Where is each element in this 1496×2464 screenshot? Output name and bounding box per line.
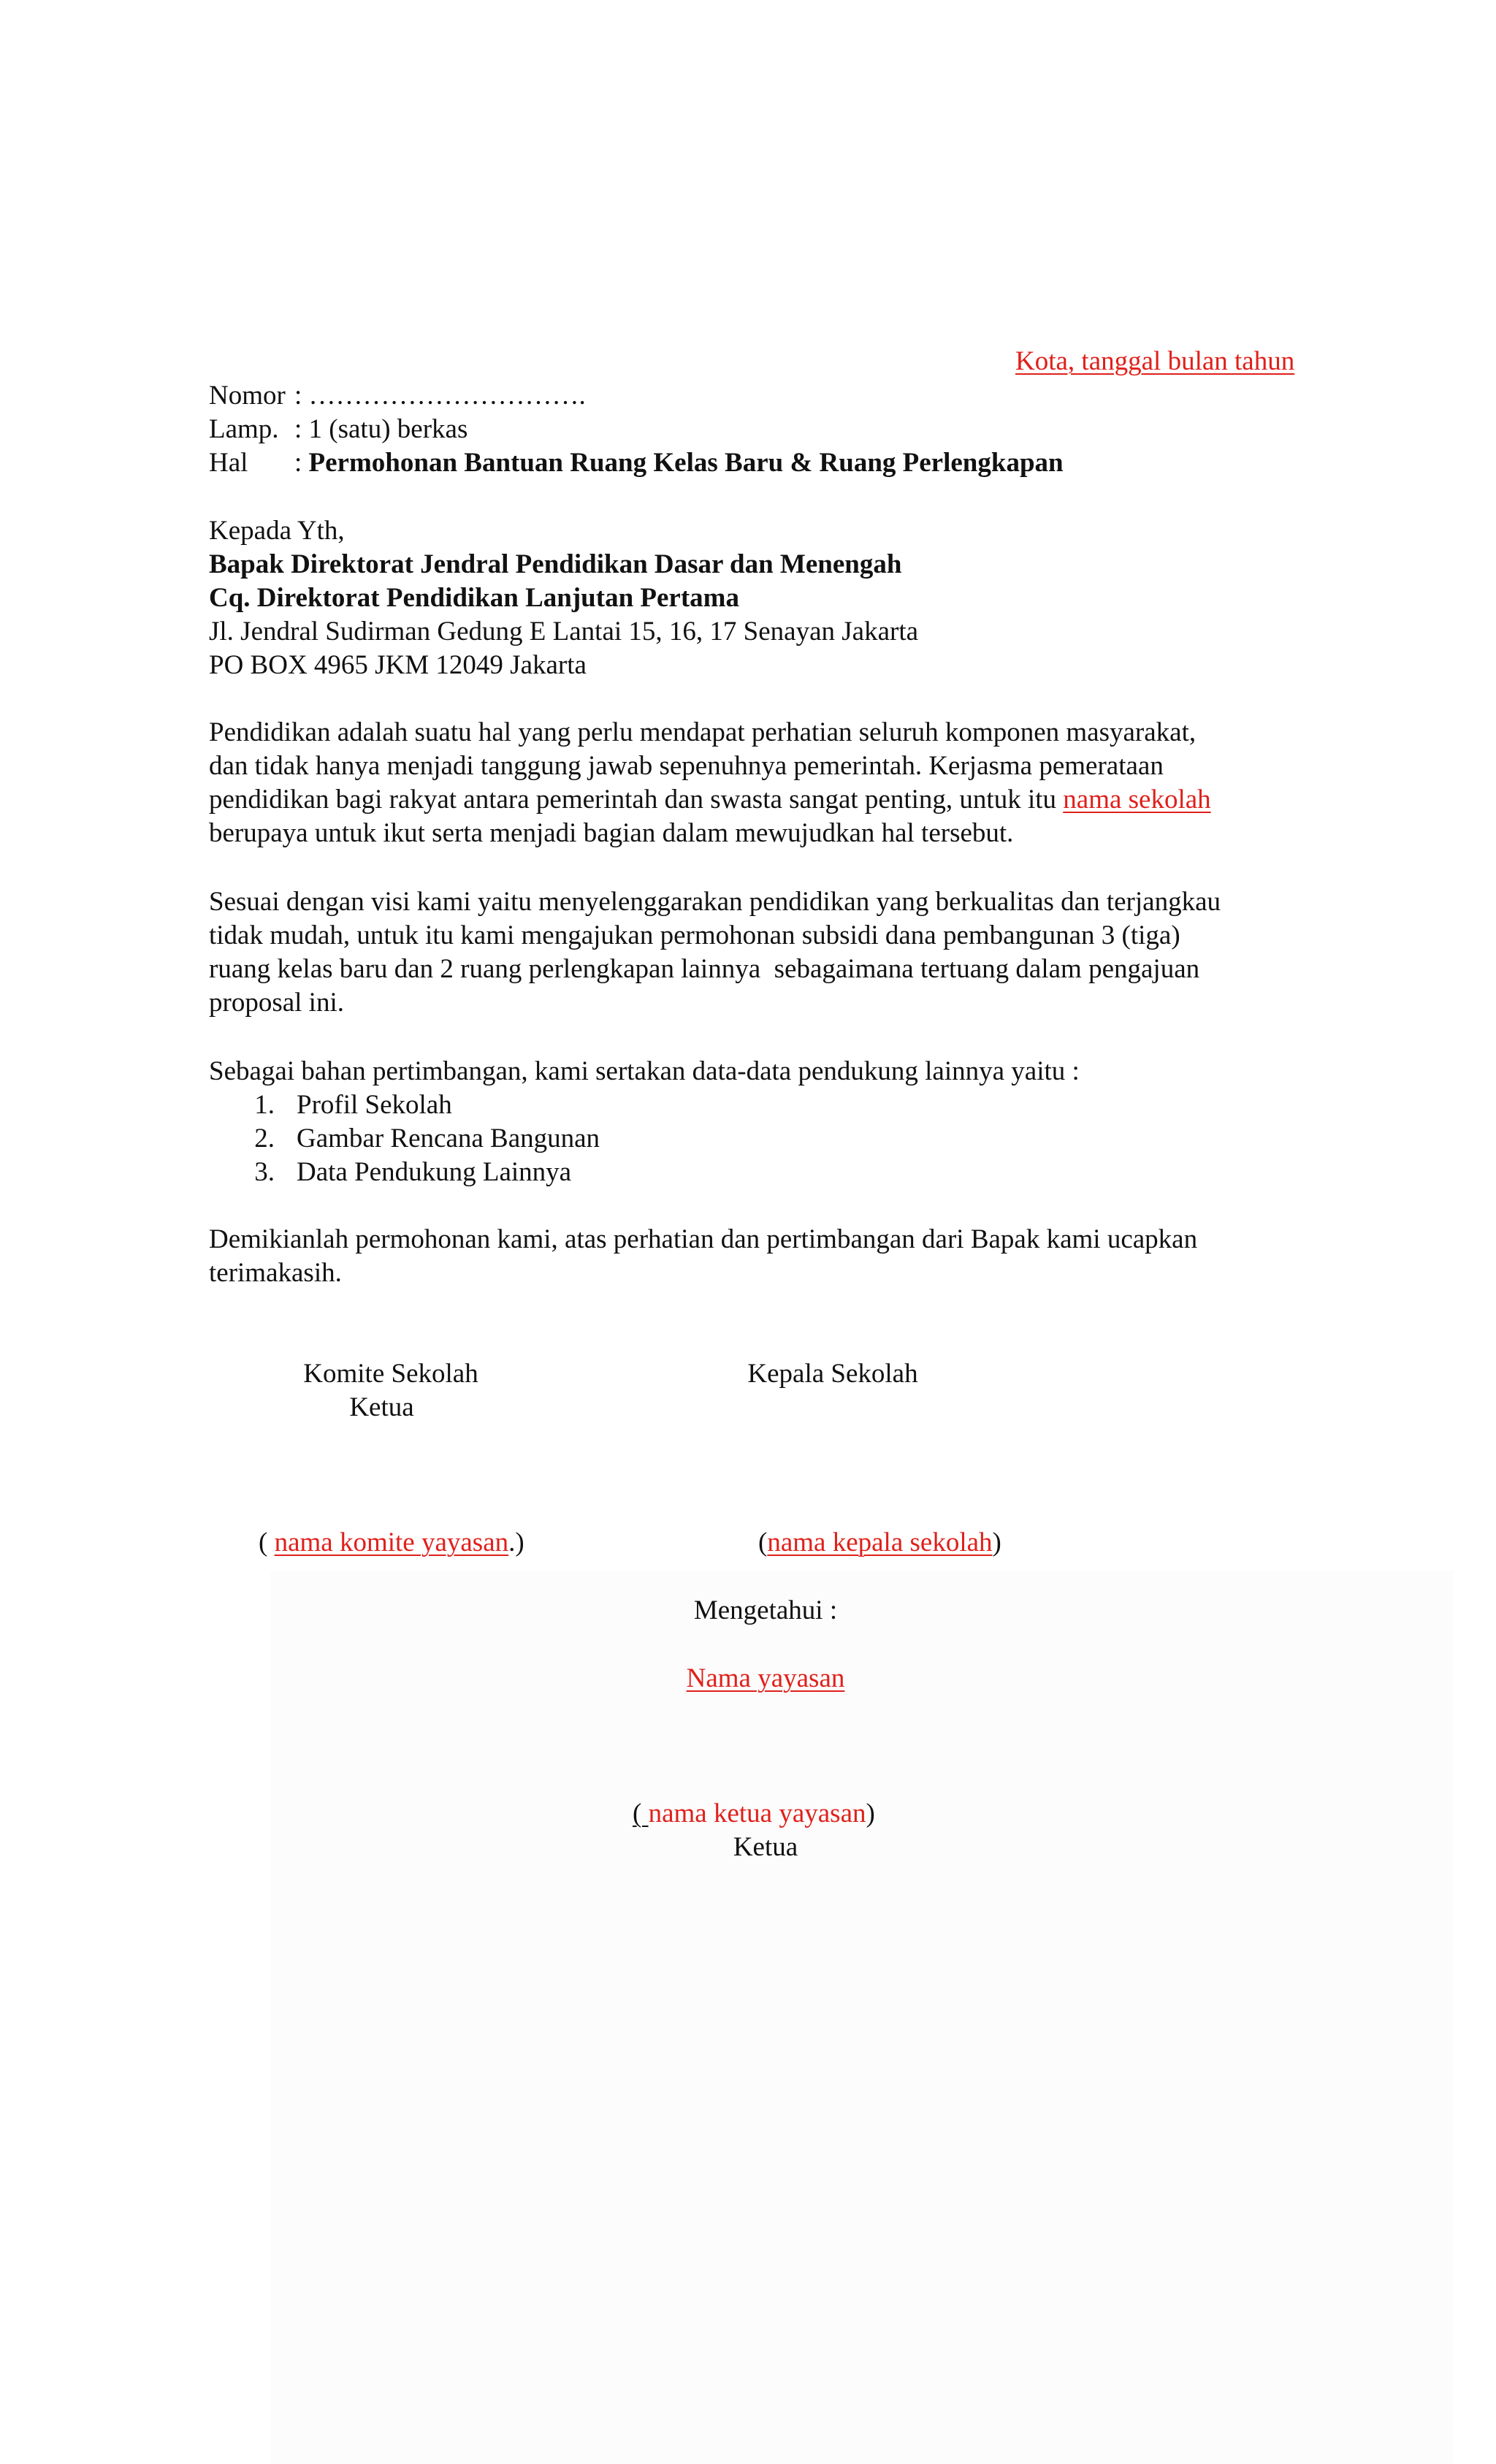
list-text: Profil Sekolah (297, 1090, 452, 1120)
committee-name-placeholder: nama komite yayasan (274, 1527, 509, 1557)
closing-line: terimakasih. (209, 1258, 342, 1288)
hal-label: Hal (209, 448, 248, 478)
letter-date: Kota, tanggal bulan tahun (1015, 346, 1295, 376)
paren-open: ( (758, 1527, 768, 1557)
paragraph-1-text: pendidikan bagi rakyat antara pemerintah dan swasta sangat penting, untuk itu (209, 785, 1064, 815)
paren-close: ) (992, 1527, 1001, 1557)
hal-subject: Permohonan Bantuan Ruang Kelas Baru & Ruang Perlengkapan (308, 448, 1064, 478)
paragraph-2-line: proposal ini. (209, 988, 344, 1018)
paragraph-1-line: berupaya untuk ikut serta menjadi bagian dalam mewujudkan hal tersebut. (209, 818, 1014, 848)
committee-signature (259, 1526, 524, 1560)
recipient-address: Jl. Jendral Sudirman Gedung E Lantai 15, 16, 17 Senayan Jakarta (209, 617, 919, 646)
acknowledge-label: Mengetahui : (693, 1595, 838, 1625)
nomor-label: Nomor (209, 381, 286, 411)
principal-name-placeholder: nama kepala sekolah (767, 1527, 993, 1557)
paragraph-2-line: ruang kelas baru dan 2 ruang perlengkapan lainnya sebagaimana tertuang dalam pengajuan (209, 954, 1200, 984)
principal-title: Kepala Sekolah (747, 1359, 918, 1389)
committee-role: Ketua (349, 1392, 414, 1422)
lamp-value: : 1 (satu) berkas (294, 414, 468, 444)
foundation-chair-signature (633, 1797, 875, 1831)
paragraph-1-line (209, 783, 1319, 817)
list-number: 1. (254, 1090, 275, 1120)
paragraph-2 (209, 885, 1319, 1020)
paragraph-1 (209, 716, 1319, 850)
paren-open: ( (633, 1799, 649, 1828)
greeting: Kepada Yth, (209, 516, 345, 546)
hal-line (294, 446, 1064, 480)
paragraph-2-line: tidak mudah, untuk itu kami mengajukan permohonan subsidi dana pembangunan 3 (tiga) (209, 920, 1180, 950)
list-number: 2. (254, 1124, 275, 1153)
lamp-label: Lamp. (209, 414, 279, 444)
recipient-pobox: PO BOX 4965 JKM 12049 Jakarta (209, 650, 587, 680)
recipient-line-1: Bapak Direktorat Jendral Pendidikan Dasar dan Menengah (209, 549, 902, 579)
paragraph-1-line: dan tidak hanya menjadi tanggung jawab sepenuhnya pemerintah. Kerjasma pemerataan (209, 751, 1164, 781)
school-name-placeholder: nama sekolah (1063, 785, 1211, 815)
list-text: Gambar Rencana Bangunan (297, 1124, 600, 1153)
paren-open: ( (259, 1527, 275, 1557)
paragraph-3: Sebagai bahan pertimbangan, kami sertakan data-data pendukung lainnya yaitu : (209, 1056, 1080, 1086)
recipient-line-2: Cq. Direktorat Pendidikan Lanjutan Pertama (209, 583, 739, 613)
paren-close: .) (508, 1527, 524, 1557)
list-number: 3. (254, 1157, 275, 1187)
page-background (270, 1571, 1454, 2464)
closing-line: Demikianlah permohonan kami, atas perhatian dan pertimbangan dari Bapak kami ucapkan (209, 1224, 1198, 1254)
committee-title: Komite Sekolah (303, 1359, 478, 1389)
foundation-chair-role: Ketua (733, 1832, 798, 1862)
principal-signature (758, 1526, 1001, 1560)
nomor-value: : …………………………. (294, 381, 586, 411)
foundation-name-placeholder: Nama yayasan (686, 1663, 845, 1693)
list-text: Data Pendukung Lainnya (297, 1157, 572, 1187)
paren-close: ) (866, 1799, 875, 1828)
closing-paragraph (209, 1223, 1319, 1290)
foundation-chair-name-placeholder: nama ketua yayasan (648, 1799, 866, 1828)
paragraph-2-line: Sesuai dengan visi kami yaitu menyelenggarakan pendidikan yang berkualitas dan terjangkau (209, 887, 1221, 917)
paragraph-1-line: Pendidikan adalah suatu hal yang perlu mendapat perhatian seluruh komponen masyarakat, (209, 717, 1197, 747)
hal-colon: : (294, 448, 309, 478)
